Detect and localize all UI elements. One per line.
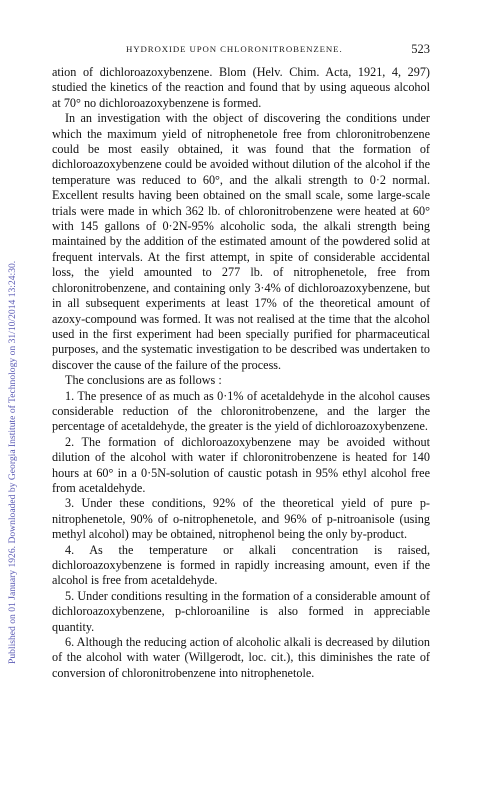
paragraph-continuation: ation of dichloroazoxybenzene. Blom (Helv. Chim. Acta, 1921, 4, 297) studied the kinetics of the reaction and found that by using aqueous alcohol at 70° no dichloroazoxybenzene is formed.: [52, 65, 430, 110]
page-number: 523: [411, 42, 430, 56]
conclusion-item: 6. Although the reducing action of alcoholic alkali is decreased by dilution of the alcohol with water (Willgerodt, loc. cit.), this diminishes the rate of conversion of chloronitrobenzene into nitrophenetole.: [52, 635, 430, 680]
conclusion-item: 4. As the temperature or alkali concentration is raised, dichloroazoxybenzene is formed in rapidly increasing amount, even if the alcohol is free from acetaldehyde.: [52, 542, 430, 588]
conclusion-item: 1. The presence of as much as 0·1% of acetaldehyde in the alcohol causes considerable reduction of the chloronitrobenzene, and the larger the percentage of acetaldehyde, the greater is the yield of dichloroazoxybenzene.: [52, 388, 430, 434]
paragraph-conclusions-intro: The conclusions are as follows :: [65, 373, 222, 388]
running-title: HYDROXIDE UPON CHLORONITROBENZENE.: [126, 44, 343, 54]
paragraph-investigation: In an investigation with the object of discovering the conditions under which the maximum yield of nitrophenetole free from chloronitrobenzene could be most easily obtained, it was found that the formation of dichloroazoxybenzene could be avoided without dilution of the alcohol if the temperature was reduced to 60°, and the alkali strength to 0·2 normal. Excellent results having been obtained on the small scale, some large-scale trials were made in which 362 lb. of chloronitrobenzene were heated at 60° with 145 gallons of 0·2N-95% alcoholic soda, the alkali strength being maintained by the addition of the estimated amount of the powdered solid at frequent intervals. At the first attempt, in spite of considerable accidental loss, the yield amounted to 277 lb. of nitrophenetole, free from chloronitrobenzene, and containing only 3·4% of dichloroazoxybenzene, but in all subsequent experiments at least 17% of the theoretical amount of azoxy-compound was formed. It was not realised at the time that the alcohol used in the first experiment had been specially purified for pharmaceutical purposes, and the systematic investigation to be described was undertaken to discover the cause of the failure of the process.: [52, 111, 430, 372]
conclusion-item: 5. Under conditions resulting in the formation of a considerable amount of dichloroazoxybenzene, p-chloroaniline is also formed in appreciable quantity.: [52, 588, 430, 634]
conclusion-item: 3. Under these conditions, 92% of the theoretical yield of pure p-nitrophenetole, 90% of o-nitrophenetole, and 96% of p-nitroanisole (using methyl alcohol) may be obtained, nitrophenol being the only by-product.: [52, 496, 430, 542]
article-body: [52, 65, 430, 681]
download-watermark: Published on 01 January 1926. Downloaded by Georgia Institute of Technology on 31/10/2014 13:24:30.: [7, 260, 18, 664]
page-header: [52, 43, 430, 59]
conclusion-item: 2. The formation of dichloroazoxybenzene may be avoided without dilution of the alcohol with water if chloronitrobenzene is heated for 140 hours at 60° in a 0·5N-solution of caustic potash in 95% ethyl alcohol free from acetaldehyde.: [52, 434, 430, 495]
